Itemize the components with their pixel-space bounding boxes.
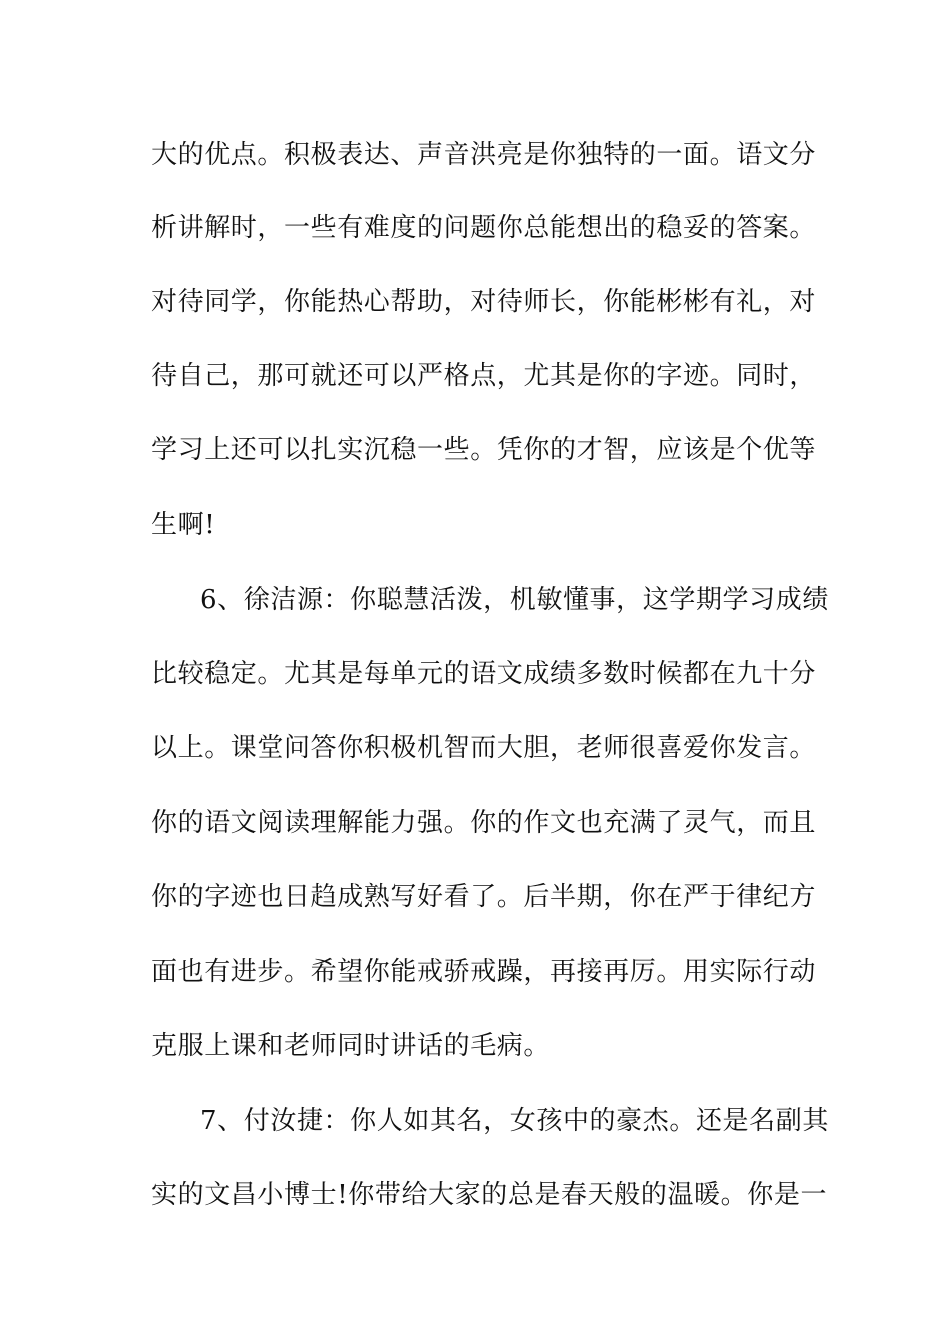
text-line: 生啊! — [151, 510, 216, 540]
paragraph-start-line: 6、徐洁源：你聪慧活泼，机敏懂事，这学期学习成绩 — [200, 585, 829, 615]
text-line: 大的优点。积极表达、声音洪亮是你独特的一面。语文分 — [151, 140, 817, 170]
text-line: 析讲解时，一些有难度的问题你总能想出的稳妥的答案。 — [151, 213, 817, 243]
text-line: 待自己，那可就还可以严格点，尤其是你的字迹。同时， — [151, 361, 817, 391]
text-line: 以上。课堂问答你积极机智而大胆，老师很喜爱你发言。 — [151, 733, 817, 763]
text-line: 你的语文阅读理解能力强。你的作文也充满了灵气，而且 — [151, 808, 817, 838]
text-line: 克服上课和老师同时讲话的毛病。 — [151, 1031, 551, 1061]
text-line: 实的文昌小博士!你带给大家的总是春天般的温暖。你是一 — [151, 1180, 828, 1210]
paragraph-start-line: 7、付汝捷：你人如其名，女孩中的豪杰。还是名副其 — [200, 1106, 829, 1136]
text-line: 你的字迹也日趋成熟写好看了。后半期，你在严于律纪方 — [151, 882, 817, 912]
text-line: 比较稳定。尤其是每单元的语文成绩多数时候都在九十分 — [151, 659, 817, 689]
text-line: 学习上还可以扎实沉稳一些。凭你的才智，应该是个优等 — [151, 435, 817, 465]
text-line: 对待同学，你能热心帮助，对待师长，你能彬彬有礼，对 — [151, 287, 817, 317]
text-line: 面也有进步。希望你能戒骄戒躁，再接再厉。用实际行动 — [151, 957, 817, 987]
